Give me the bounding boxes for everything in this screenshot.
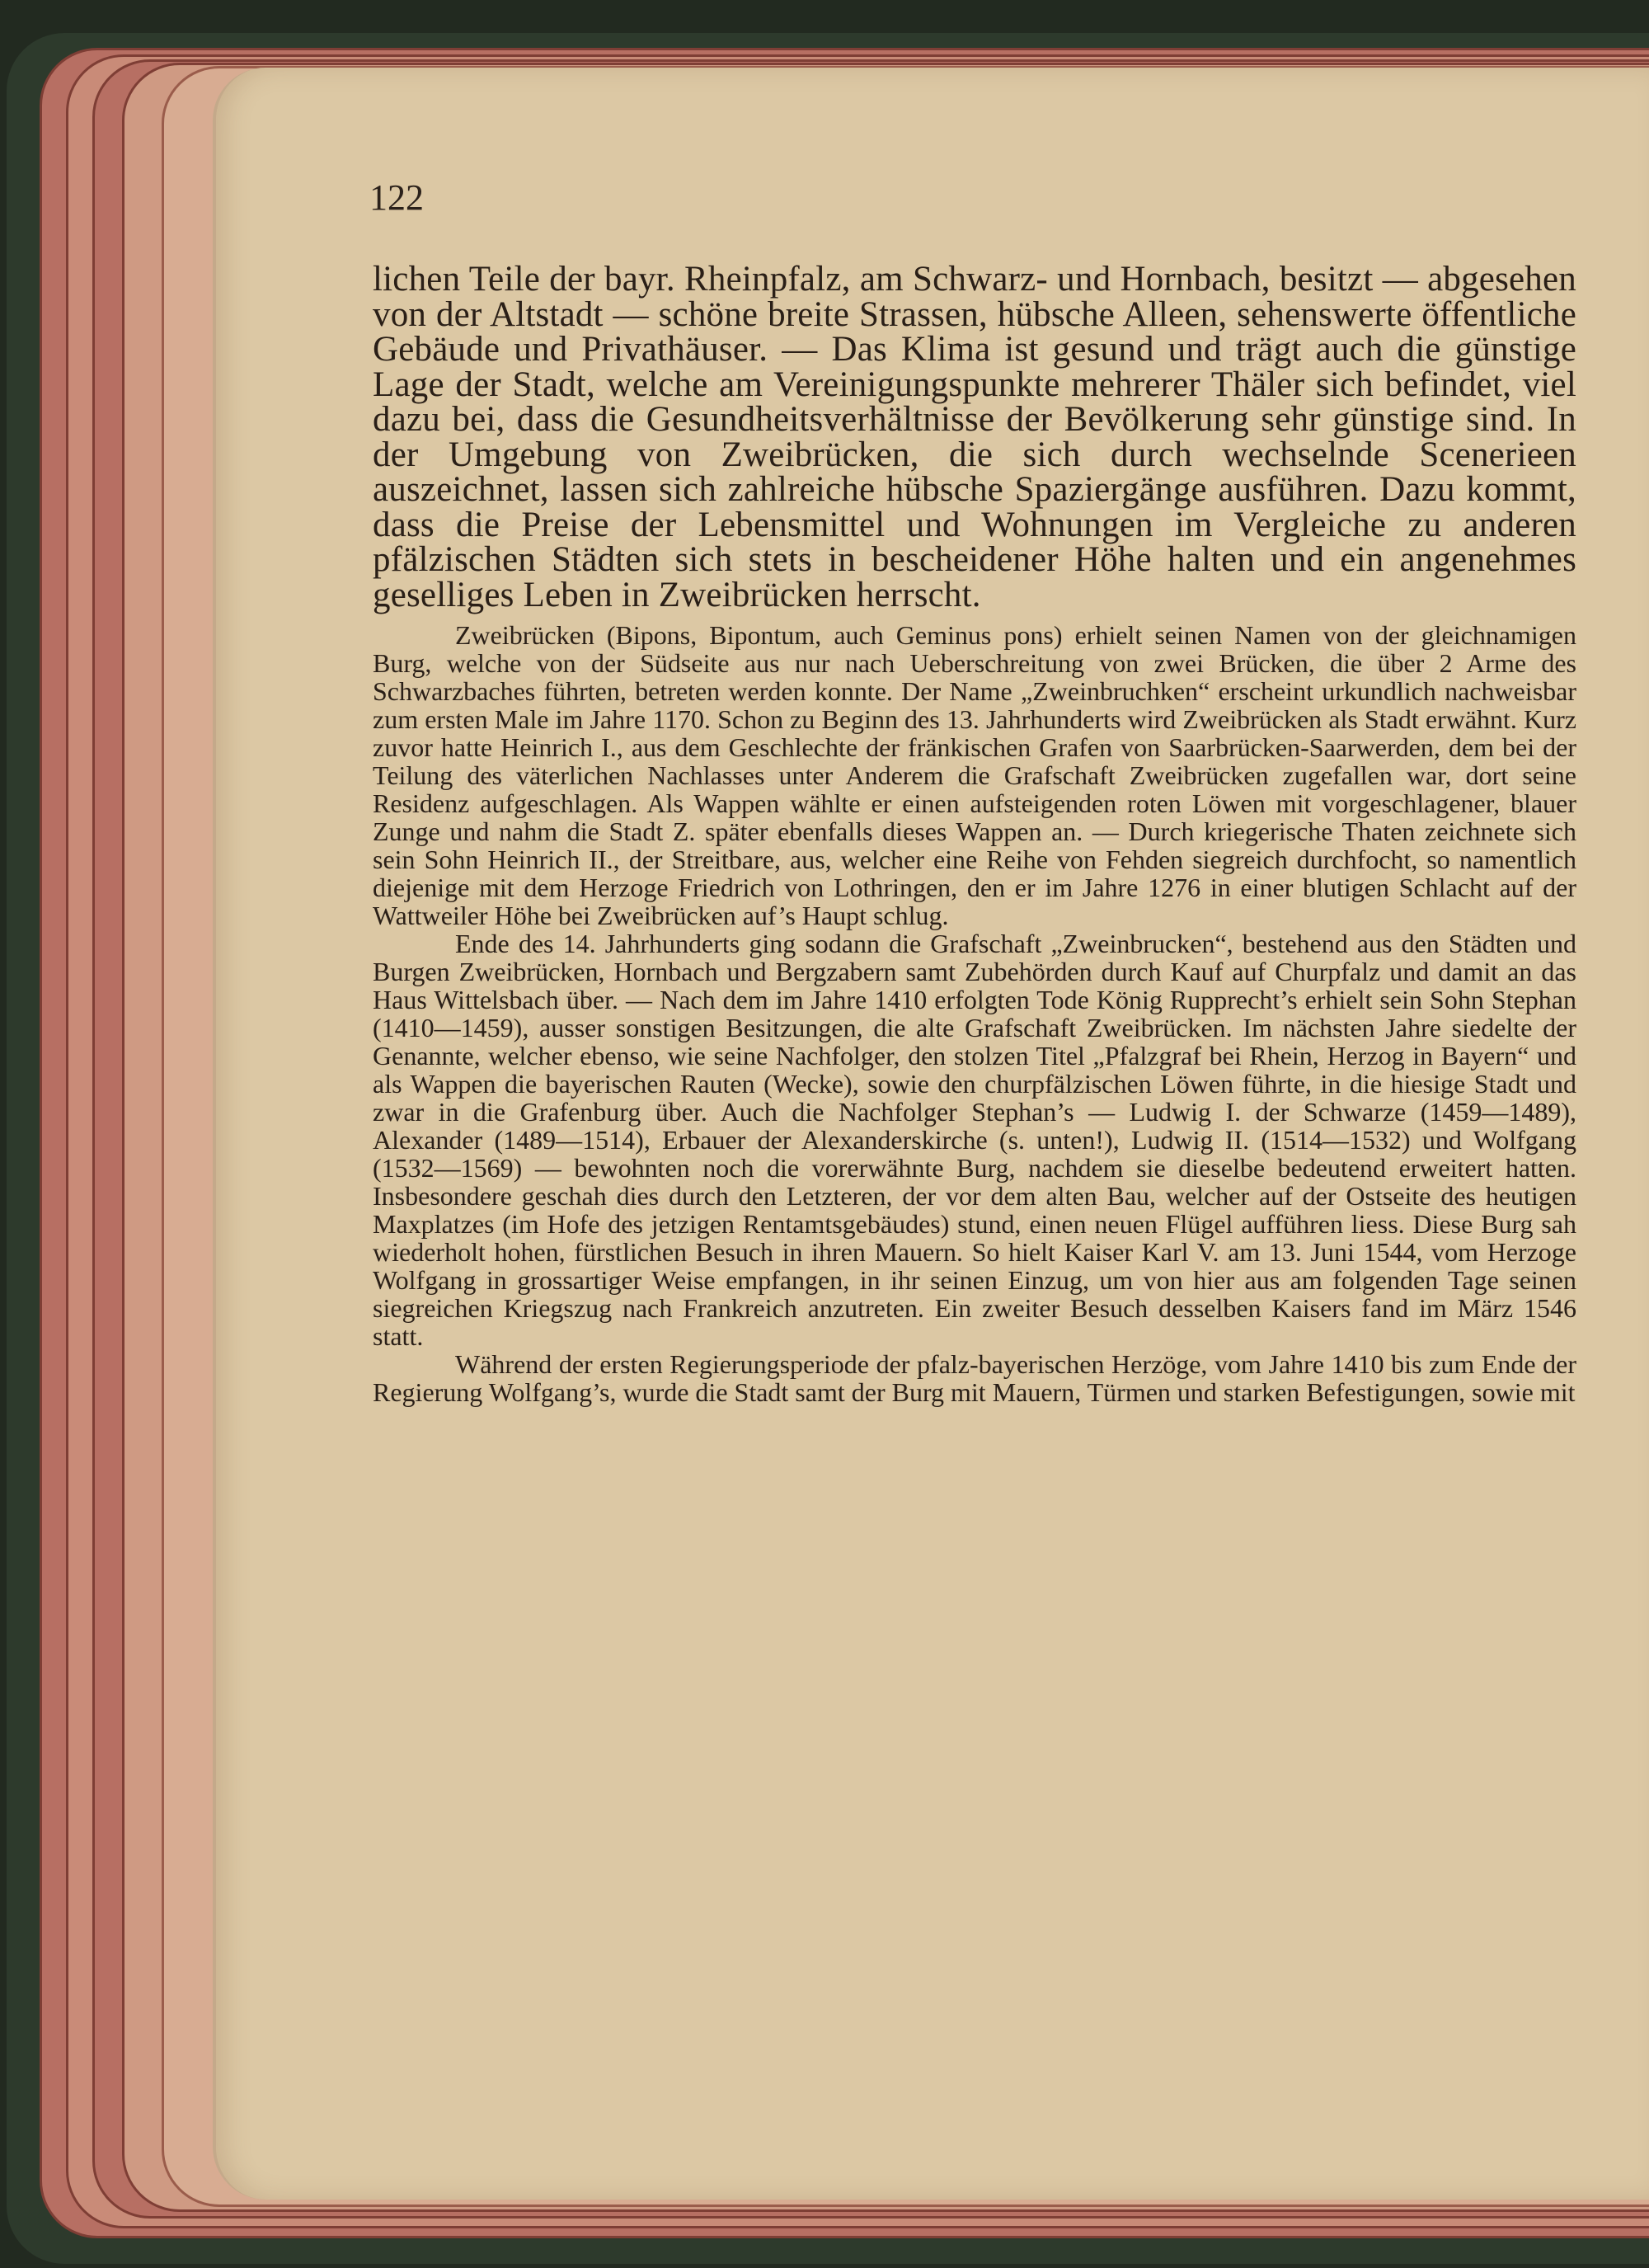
main-text-block bbox=[373, 262, 1576, 613]
small-paragraph: Zweibrücken (Bipons, Bipontum, auch Geminus pons) erhielt seinen Namen von der gleichnamigen Burg, welche von der Südseite aus nur nach Ueberschreitung von zwei Brücken, die über 2 Arme des Schwarzbaches führten, betreten werden konnte. Der Name „Zweinbruchken“ erscheint urkundlich nachweisbar zum ersten Male im Jahre 1170. Schon zu Beginn des 13. Jahrhunderts wird Zweibrücken als Stadt erwähnt. Kurz zuvor hatte Heinrich I., aus dem Geschlechte der fränkischen Grafen von Saarbrücken-Saarwerden, dem bei der Teilung des väterlichen Nachlasses unter Anderem die Grafschaft Zweibrücken zugefallen war, dort seine Residenz aufgeschlagen. Als Wappen wählte er einen aufsteigenden roten Löwen mit vorgeschlagener, blauer Zunge und nahm die Stadt Z. später ebenfalls dieses Wappen an. — Durch kriegerische Thaten zeichnete sich sein Sohn Heinrich II., der Streitbare, aus, welcher eine Reihe von Fehden siegreich durchfocht, so namentlich diejenige mit dem Herzoge Friedrich von Lothringen, den er im Jahre 1276 in einer blutigen Schlacht auf der Wattweiler Höhe bei Zweibrücken auf’s Haupt schlug. bbox=[373, 620, 1576, 930]
page-number: 122 bbox=[369, 177, 424, 218]
small-print-block bbox=[373, 621, 1576, 1406]
main-paragraph: lichen Teile der bayr. Rheinpfalz, am Schwarz- und Hornbach, besitzt — abgesehen von der Altstadt — schöne breite Strassen, hübsche Alleen, sehenswerte öffentliche Gebäude und Privathäuser. — Das Klima ist gesund und trägt auch die günstige Lage der Stadt, welche am Vereinigungspunkte mehrerer Thäler sich befindet, viel dazu bei, dass die Gesundheitsverhältnisse der Bevölkerung sehr günstige sind. In der Umgebung von Zweibrücken, die sich durch wechselnde Scenerieen auszeichnet, lassen sich zahlreiche hübsche Spaziergänge ausführen. Dazu kommt, dass die Preise der Lebensmittel und Wohnungen im Vergleiche zu anderen pfälzischen Städten sich stets in bescheidener Höhe halten und ein angenehmes geselliges Leben in Zweibrücken herrscht. bbox=[373, 260, 1576, 614]
page-content bbox=[373, 262, 1576, 1406]
small-paragraph: Ende des 14. Jahrhunderts ging sodann die Grafschaft „Zweinbrucken“, bestehend aus den Städten und Burgen Zweibrücken, Hornbach und Bergzabern samt Zubehörden durch Kauf auf Churpfalz und damit an das Haus Wittelsbach über. — Nach dem im Jahre 1410 erfolgten Tode König Rupprecht’s erhielt sein Sohn Stephan (1410—1459), ausser sonstigen Besitzungen, die alte Grafschaft Zweibrücken. Im nächsten Jahre siedelte der Genannte, welcher ebenso, wie seine Nachfolger, den stolzen Titel „Pfalzgraf bei Rhein, Herzog in Bayern“ und als Wappen die bayerischen Rauten (Wecke), sowie den churpfälzischen Löwen führte, in die hiesige Stadt und zwar in die Grafenburg über. Auch die Nachfolger Stephan’s — Ludwig I. der Schwarze (1459—1489), Alexander (1489—1514), Erbauer der Alexanderskirche (s. unten!), Ludwig II. (1514—1532) und Wolfgang (1532—1569) — bewohnten noch die vorerwähnte Burg, nachdem sie dieselbe bedeutend erweitert hatten. Insbesondere geschah dies durch den Letzteren, der vor dem alten Bau, welcher auf der Ostseite des heutigen Maxplatzes (im Hofe des jetzigen Rentamtsgebäudes) stund, einen neuen Flügel aufführen liess. Diese Burg sah wiederholt hohen, fürstlichen Besuch in ihren Mauern. So hielt Kaiser Karl V. am 13. Juni 1544, vom Herzoge Wolfgang in grossartiger Weise empfangen, in ihr seinen Einzug, um von hier aus am folgenden Tage seinen siegreichen Kriegszug nach Frankreich anzutreten. Ein zweiter Besuch desselben Kaisers fand im März 1546 statt. bbox=[373, 929, 1576, 1351]
small-paragraph: Während der ersten Regierungsperiode der pfalz-bayerischen Herzöge, vom Jahre 1410 bis zum Ende der Regierung Wolfgang’s, wurde die Stadt samt der Burg mit Mauern, Türmen und starken Befestigungen, sowie mit bbox=[373, 1349, 1576, 1407]
